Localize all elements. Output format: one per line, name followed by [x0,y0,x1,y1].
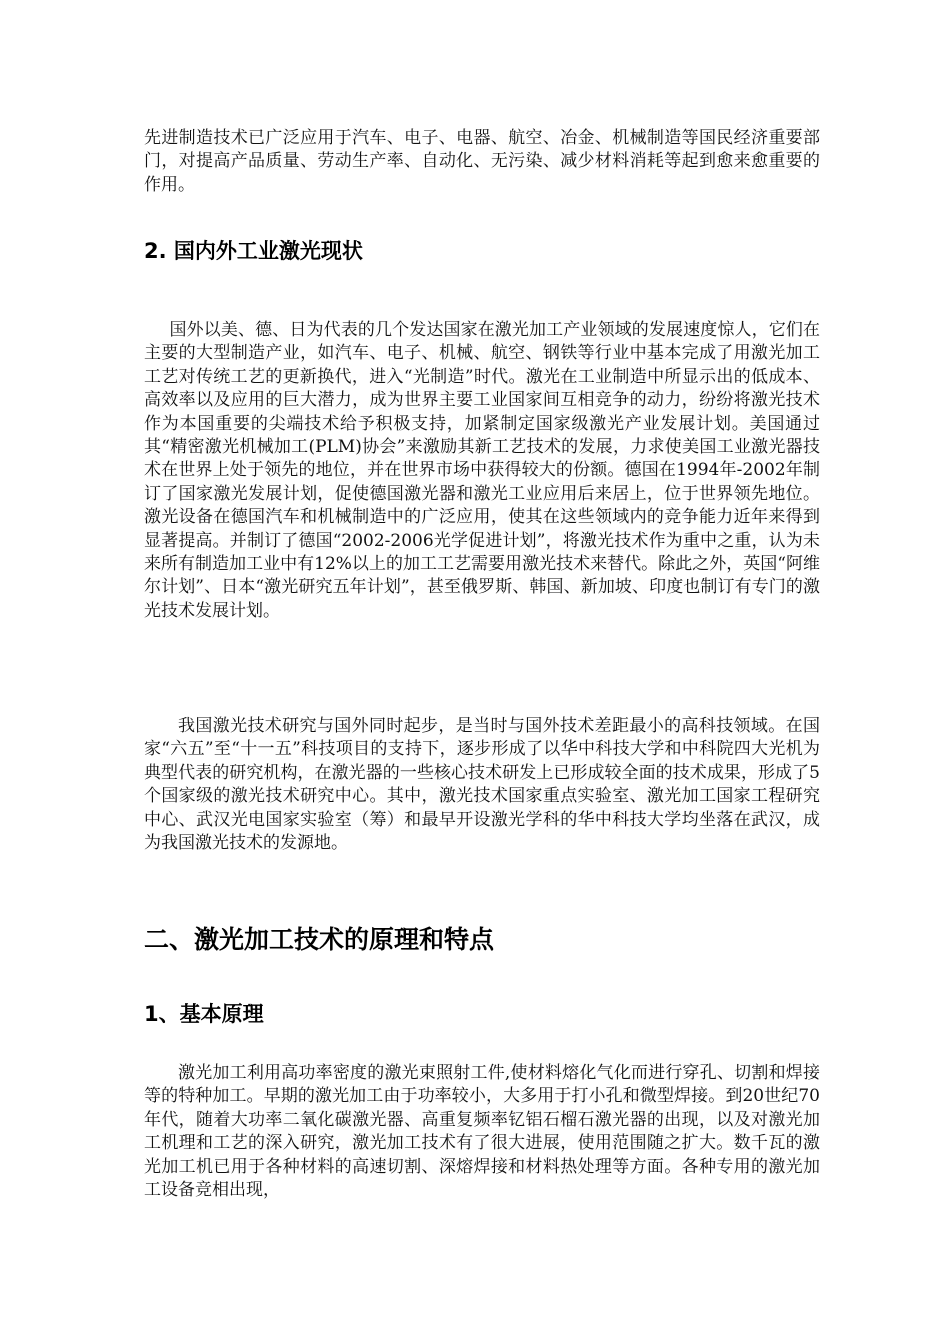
heading-basic-principle: 1、基本原理 [144,1002,264,1026]
paragraph-china-laser-research: 我国激光技术研究与国外同时起步，是当时与国外技术差距最小的高科技领域。在国家“六五”至“十一五”科技项目的支持下，逐步形成了以华中科技大学和中科院四大光机为典型代表的研究机构，在激光器的一些核心技术研发上已形成较全面的技术成果，形成了5个国家级的激光技术研究中心。其中，激光技术国家重点实验室、激光加工国家工程研究中心、武汉光电国家实验室（筹）和最早开设激光学科的华中科技大学均坐落在武汉，成为我国激光技术的发源地。 [144,716,820,854]
paragraph-basic-principle: 激光加工利用高功率密度的激光束照射工件,使材料熔化气化而进行穿孔、切割和焊接等的特种加工。早期的激光加工由于功率较小，大多用于打小孔和微型焊接。到20世纪70年代，随着大功率二氧化碳激光器、高重复频率钇铝石榴石激光器的出现，以及对激光加工机理和工艺的深入研究，激光加工技术有了很大进展，使用范围随之扩大。数千瓦的激光加工机已用于各种材料的高速切割、深熔焊接和材料热处理等方面。各种专用的激光加工设备竞相出现， [144,1063,820,1201]
intro-paragraph: 先进制造技术已广泛应用于汽车、电子、电器、航空、冶金、机械制造等国民经济重要部门，对提高产品质量、劳动生产率、自动化、无污染、减少材料消耗等起到愈来愈重要的作用。 [144,128,820,195]
section-title-principles: 二、激光加工技术的原理和特点 [144,925,495,954]
heading-domestic-foreign-status: 2. 国内外工业激光现状 [144,239,363,263]
paragraph-foreign-laser-development: 国外以美、德、日为代表的几个发达国家在激光加工产业领域的发展速度惊人，它们在主要的大型制造产业，如汽车、电子、机械、航空、钢铁等行业中基本完成了用激光加工工艺对传统工艺的更新换代，进入“光制造”时代。激光在工业制造中所显示出的低成本、高效率以及应用的巨大潜力，成为世界主要工业国家间互相竞争的动力，纷纷将激光技术作为本国重要的尖端技术给予积极支持，加紧制定国家级激光产业发展计划。美国通过其“精密激光机械加工(PLM)协会”来激励其新工艺技术的发展，力求使美国工业激光器技术在世界上处于领先的地位，并在世界市场中获得较大的份额。德国在1994年-2002年制订了国家激光发展计划，促使德国激光器和激光工业应用后来居上，位于世界领先地位。激光设备在德国汽车和机械制造中的广泛应用，使其在这些领域内的竞争能力近年来得到显著提高。并制订了德国“2002-2006光学促进计划”，将激光技术作为重中之重，认为未来所有制造加工业中有12%以上的加工工艺需要用激光技术来替代。除此之外，英国“阿维尔计划”、日本“激光研究五年计划”，甚至俄罗斯、韩国、新加坡、印度也制订有专门的激光技术发展计划。 [144,320,820,621]
